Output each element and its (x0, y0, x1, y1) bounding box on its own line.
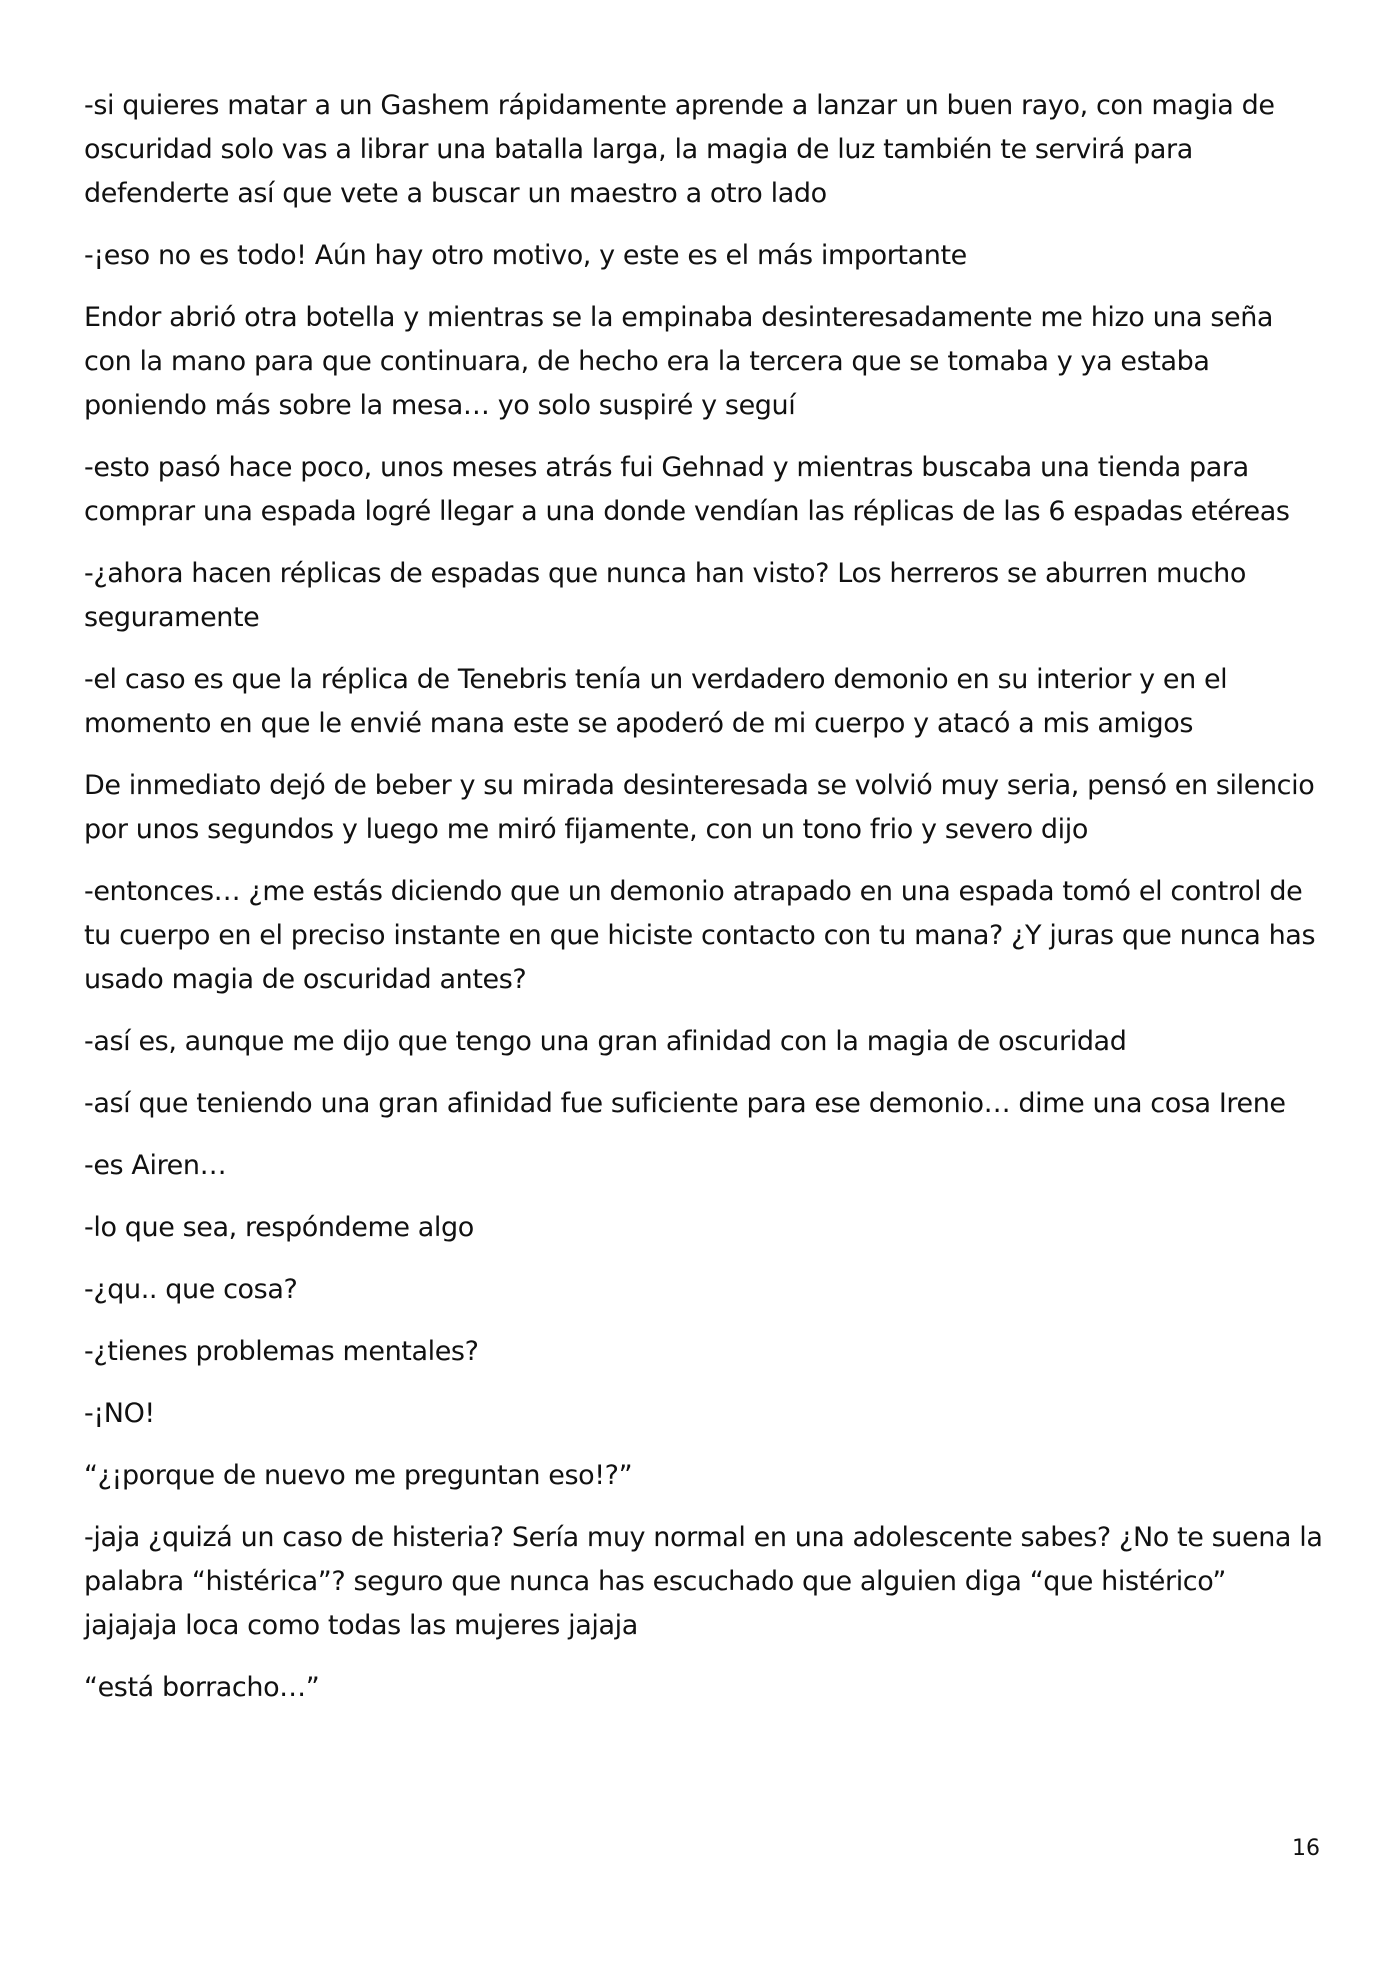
paragraph: -¿qu.. que cosa? (84, 1274, 298, 1305)
paragraph: -¿tienes problemas mentales? (84, 1336, 479, 1367)
paragraph: -entonces… ¿me estás diciendo que un demonio atrapado en una espada tomó el control de tu cuerpo en el preciso instante en que hiciste contacto con tu mana? ¿Y juras que nunca has usado magia de oscuridad antes? (84, 876, 1316, 995)
paragraph: De inmediato dejó de beber y su mirada desinteresada se volvió muy seria, pensó en silencio por unos segundos y luego me miró fijamente, con un tono frio y severo dijo (84, 770, 1315, 845)
paragraph: -el caso es que la réplica de Tenebris tenía un verdadero demonio en su interior y en el momento en que le envié mana este se apoderó de mi cuerpo y atacó a mis amigos (84, 664, 1228, 739)
paragraph: “¿¡porque de nuevo me preguntan eso!?” (84, 1460, 633, 1491)
page-number: 16 (1292, 1836, 1320, 1861)
paragraph: -¡NO! (84, 1398, 155, 1429)
paragraph: -esto pasó hace poco, unos meses atrás fui Gehnad y mientras buscaba una tienda para comprar una espada logré llegar a una donde vendían las réplicas de las 6 espadas etéreas (84, 452, 1290, 527)
paragraph: -¿ahora hacen réplicas de espadas que nunca han visto? Los herreros se aburren mucho seguramente (84, 558, 1246, 633)
document-body (84, 84, 1324, 1728)
paragraph: Endor abrió otra botella y mientras se la empinaba desinteresadamente me hizo una seña con la mano para que continuara, de hecho era la tercera que se tomaba y ya estaba poniendo más sobre la mesa… yo solo suspiré y seguí (84, 302, 1274, 421)
paragraph: -jaja ¿quizá un caso de histeria? Sería muy normal en una adolescente sabes? ¿No te suena la palabra “histérica”? seguro que nunca has escuchado que alguien diga “que histérico” jajajaja loca como todas las mujeres jajaja (84, 1522, 1323, 1641)
paragraph: -si quieres matar a un Gashem rápidamente aprende a lanzar un buen rayo, con magia de oscuridad solo vas a librar una batalla larga, la magia de luz también te servirá para defenderte así que vete a buscar un maestro a otro lado (84, 90, 1275, 209)
paragraph: -así que teniendo una gran afinidad fue suficiente para ese demonio… dime una cosa Irene (84, 1088, 1286, 1119)
paragraph: “está borracho…” (84, 1672, 320, 1703)
paragraph: -lo que sea, respóndeme algo (84, 1212, 474, 1243)
paragraph: -así es, aunque me dijo que tengo una gran afinidad con la magia de oscuridad (84, 1026, 1127, 1057)
paragraph: -¡eso no es todo! Aún hay otro motivo, y este es el más importante (84, 240, 967, 271)
paragraph: -es Airen… (84, 1150, 227, 1181)
